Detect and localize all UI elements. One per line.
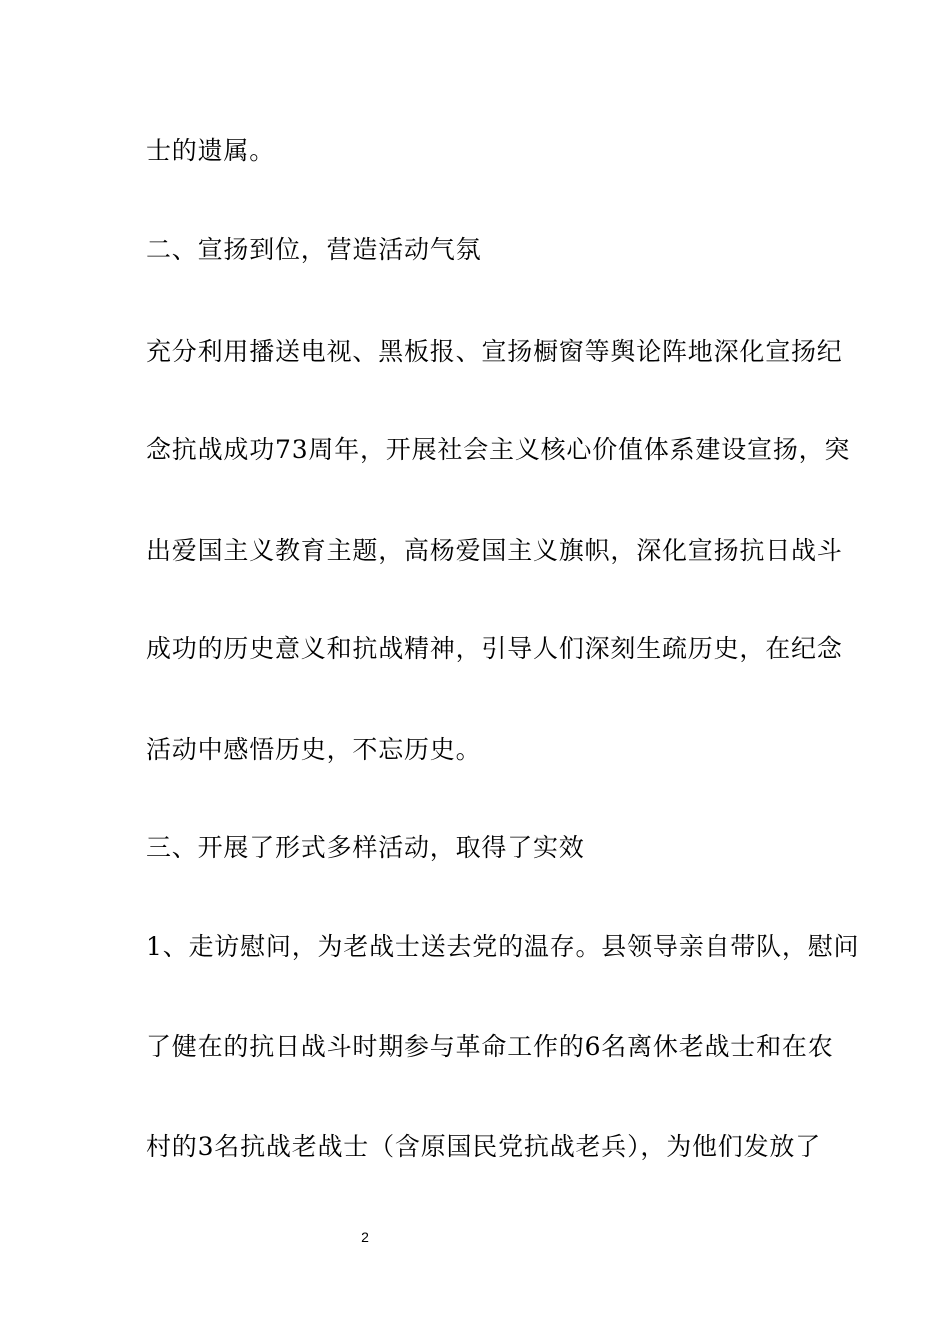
- text-line: 1、走访慰问，为老战士送去党的温存。县领导亲自带队，慰问: [146, 932, 860, 961]
- text-line: 充分利用播送电视、黑板报、宣扬橱窗等舆论阵地深化宣扬纪: [146, 337, 843, 366]
- section-heading: 二、宣扬到位，营造活动气氛: [146, 235, 482, 264]
- text-line: 了健在的抗日战斗时期参与革命工作的6名离休老战士和在农: [146, 1032, 834, 1061]
- section-heading: 三、开展了形式多样活动，取得了实效: [146, 833, 585, 862]
- text-line: 出爱国主义教育主题，高杨爱国主义旗帜，深化宣扬抗日战斗: [146, 536, 843, 565]
- text-line: 士的遗属。: [146, 136, 276, 165]
- page-number: 2: [361, 1229, 369, 1245]
- text-line: 念抗战成功73周年，开展社会主义核心价值体系建设宣扬，突: [146, 435, 851, 464]
- text-line: 活动中感悟历史，不忘历史。: [146, 735, 482, 764]
- text-line: 成功的历史意义和抗战精神，引导人们深刻生疏历史，在纪念: [146, 634, 843, 663]
- text-line: 村的3名抗战老战士（含原国民党抗战老兵），为他们发放了: [146, 1132, 822, 1161]
